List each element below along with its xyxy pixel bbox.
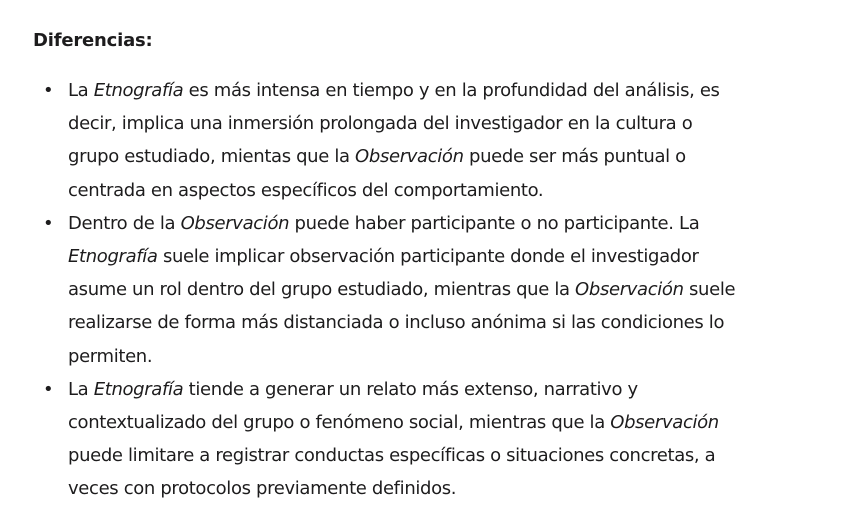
text-run: suele [683,279,736,301]
italic-term: Etnografía [93,378,184,400]
bullet-icon: • [43,378,54,400]
bullet-icon: • [43,80,54,101]
text-run: asume un rol dentro del grupo estudiado, mientras que la [68,279,576,301]
text-line [68,207,818,240]
italic-term: Observación [355,146,464,168]
text-run: suele implicar observación participante donde el investigador [157,246,699,268]
text-run: centrada en aspectos específicos del comportamiento. [68,179,544,201]
text-run: tiende a generar un relato más extenso, narrativo y [183,378,638,400]
italic-term: Observación [610,412,719,434]
list-item [33,74,818,207]
italic-term: Etnografía [93,80,184,101]
text-line [68,406,818,439]
text-line [68,74,818,107]
text-run: La [68,378,94,400]
text-run: contextualizado del grupo o fenómeno social, mientras que la [68,412,611,434]
text-line [68,273,818,306]
list-item [33,373,818,506]
text-run: Dentro de la [68,212,181,234]
section-heading: Diferencias: [33,30,153,51]
text-run: permiten. [68,345,153,367]
text-run: decir, implica una inmersión prolongada del investigador en la cultura o [68,113,693,135]
italic-term: Etnografía [68,246,158,268]
text-line [68,373,818,406]
text-run: La [68,80,94,101]
italic-term: Observación [575,279,684,301]
text-run: realizarse de forma más distanciada o incluso anónima si las condiciones lo [68,312,725,334]
differences-list [33,74,818,506]
text-run: puede ser más puntual o [463,146,686,168]
text-run: es más intensa en tiempo y en la profundidad del análisis, es [183,80,720,101]
text-line [68,340,818,373]
text-run: veces con protocolos previamente definidos. [68,478,457,500]
bullet-icon: • [43,212,54,234]
text-run: grupo estudiado, mientas que la [68,146,356,168]
text-line [68,439,818,472]
text-line [68,240,818,273]
list-item [33,207,818,373]
text-line [68,174,818,207]
text-line [68,306,818,339]
text-run: puede haber participante o no participante. La [289,212,700,234]
text-line [68,472,818,505]
italic-term: Observación [180,212,290,234]
text-line [68,107,818,140]
text-line [68,140,818,173]
text-run: puede limitare a registrar conductas específicas o situaciones concretas, a [68,445,716,467]
